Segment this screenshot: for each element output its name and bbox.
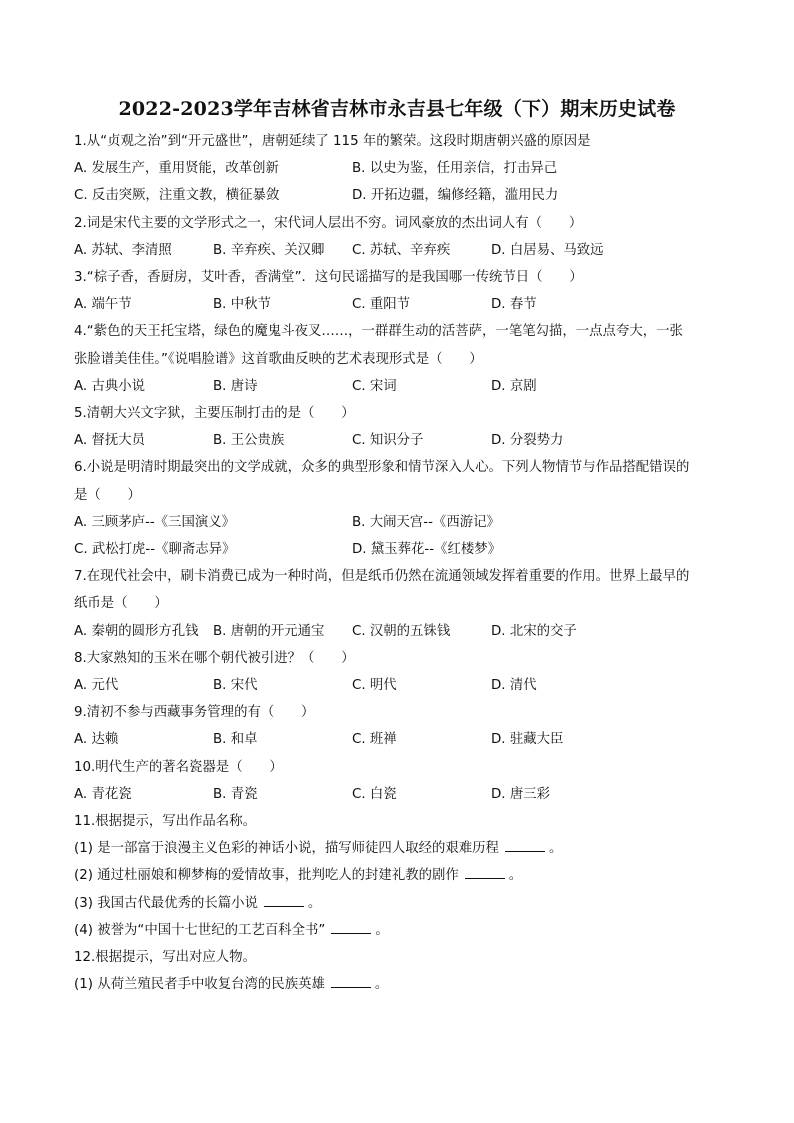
question-12-stem: 12.根据提示，写出对应人物。	[74, 950, 256, 966]
question-11-item-4-text: (4) 被誉为“中国十七世纪的工艺百科全书”	[74, 922, 326, 938]
question-5-option-b: B. 王公贵族	[213, 433, 285, 449]
question-3-option-c: C. 重阳节	[352, 297, 411, 313]
question-8-stem: 8.大家熟知的玉米在哪个朝代被引进？（ ）	[74, 650, 355, 666]
question-2-stem: 2.词是宋代主要的文学形式之一，宋代词人层出不穷。词风豪放的杰出词人有（ ）	[74, 215, 583, 231]
question-6-option-b: B. 大闹天宫--《西游记》	[352, 514, 500, 530]
question-3-stem: 3.“棕子香，香厨房，艾叶香，香满堂”．这句民谣描写的是我国哪一传统节日（ ）	[74, 270, 583, 286]
question-6-option-d: D. 黛玉葬花--《红楼梦》	[352, 542, 502, 558]
question-1-options-row-1	[74, 155, 720, 182]
question-4-stem-line-1: 4.“紫色的天王托宝塔，绿色的魔鬼斗夜叉……，一群群生动的活菩萨，一笔笔勾描，一点点夸大，一张	[74, 324, 683, 340]
question-7-stem-line-1: 7.在现代社会中，刷卡消费已成为一种时尚，但是纸币仍然在流通领域发挥着重要的作用。世界上最早的	[74, 569, 690, 585]
question-4-option-a: A. 古典小说	[74, 378, 145, 394]
answer-blank[interactable]	[264, 894, 304, 907]
question-5-stem: 5.清朝大兴文字狱，主要压制打击的是（ ）	[74, 406, 355, 422]
question-11-item-3-text: (3) 我国古代最优秀的长篇小说	[74, 895, 258, 911]
question-8-option-a: A. 元代	[74, 678, 119, 694]
question-1-stem: 1.从“贞观之治”到“开元盛世”，唐朝延续了 115 年的繁荣。这段时期唐朝兴盛的原因是	[74, 134, 591, 149]
question-10-option-c: C. 白瓷	[352, 786, 397, 802]
question-7-option-a: A. 秦朝的圆形方孔钱	[74, 623, 199, 639]
question-1-option-d: D. 开拓边疆，编修经籍，滥用民力	[352, 188, 559, 204]
question-5-option-c: C. 知识分子	[352, 433, 424, 449]
question-2-option-a: A. 苏轼、李清照	[74, 242, 172, 258]
question-4-option-b: B. 唐诗	[213, 378, 258, 394]
question-11-stem: 11.根据提示，写出作品名称。	[74, 814, 256, 830]
question-1-option-c: C. 反击突厥，注重文教，横征暴敛	[74, 188, 280, 204]
question-5-option-d: D. 分裂势力	[491, 433, 564, 449]
question-1-option-a: A. 发展生产，重用贤能，改革创新	[74, 161, 279, 177]
question-4-stem-line-2: 张脸谱美佳佳。”《说唱脸谱》这首歌曲反映的艺术表现形式是（ ）	[74, 351, 483, 367]
question-9-option-d: D. 驻藏大臣	[491, 732, 564, 748]
question-11-item-4	[74, 917, 720, 944]
question-6-stem-line-2: 是（ ）	[74, 487, 141, 503]
question-8-option-d: D. 清代	[491, 678, 537, 694]
question-2-options	[74, 237, 720, 264]
question-10-options	[74, 781, 720, 808]
question-7-options	[74, 618, 720, 645]
sentence-end: 。	[548, 841, 563, 857]
sentence-end: 。	[375, 922, 389, 938]
question-11-item-1-text: (1) 是一部富于浪漫主义色彩的神话小说，描写师徒四人取经的艰难历程	[74, 841, 499, 857]
question-6-options-row-2	[74, 536, 720, 563]
question-9-option-b: B. 和卓	[213, 732, 258, 748]
question-1-options-row-2	[74, 182, 720, 209]
sentence-end: 。	[508, 868, 523, 884]
question-7-option-d: D. 北宋的交子	[491, 623, 577, 639]
question-9-options	[74, 726, 720, 753]
question-10-option-b: B. 青瓷	[213, 786, 258, 802]
question-8-options	[74, 672, 720, 699]
question-3-option-a: A. 端午节	[74, 297, 132, 313]
question-3-option-d: D. 春节	[491, 297, 537, 313]
question-11-item-2-text: (2) 通过杜丽娘和柳梦梅的爱情故事，批判吃人的封建礼教的剧作	[74, 868, 459, 884]
question-11-item-1	[74, 835, 720, 862]
sentence-end: 。	[374, 977, 389, 993]
question-6-options-row-1	[74, 509, 720, 536]
question-7-option-b: B. 唐朝的开元通宝	[213, 623, 325, 639]
question-5-options	[74, 427, 720, 454]
question-8-option-b: B. 宋代	[213, 678, 258, 694]
question-11-item-2	[74, 862, 720, 889]
question-12-item-1-text: (1) 从荷兰殖民者手中收复台湾的民族英雄	[74, 977, 325, 993]
sentence-end: 。	[307, 895, 322, 911]
question-3-options	[74, 291, 720, 318]
question-6-stem-line-1: 6.小说是明清时期最突出的文学成就，众多的典型形象和情节深入人心。下列人物情节与作品搭配错误的	[74, 460, 690, 476]
question-9-option-a: A. 达赖	[74, 732, 119, 748]
question-1-option-b: B. 以史为鉴，任用亲信，打击异己	[352, 161, 558, 177]
question-4-option-d: D. 京剧	[491, 378, 537, 394]
question-10-option-a: A. 青花瓷	[74, 786, 132, 802]
question-6-option-c: C. 武松打虎--《聊斋志异》	[74, 542, 236, 558]
answer-blank[interactable]	[505, 839, 545, 852]
question-3-option-b: B. 中秋节	[213, 297, 271, 313]
question-9-option-c: C. 班禅	[352, 732, 397, 748]
question-2-option-d: D. 白居易、马致远	[491, 242, 604, 258]
question-2-option-b: B. 辛弃疾、关汉卿	[213, 242, 325, 258]
question-12-item-1	[74, 971, 720, 998]
question-5-option-a: A. 督抚大员	[74, 433, 145, 449]
answer-blank[interactable]	[331, 921, 371, 934]
question-10-stem: 10.明代生产的著名瓷器是（ ）	[74, 759, 283, 775]
question-9-stem: 9.清初不参与西藏事务管理的有（ ）	[74, 705, 315, 721]
question-4-option-c: C. 宋词	[352, 378, 397, 394]
question-11-item-3	[74, 890, 720, 917]
question-4-options	[74, 373, 720, 400]
question-6-option-a: A. 三顾茅庐--《三国演义》	[74, 514, 236, 530]
question-7-stem-line-2: 纸币是（ ）	[74, 596, 168, 612]
answer-blank[interactable]	[465, 866, 505, 879]
question-10-option-d: D. 唐三彩	[491, 786, 550, 802]
exam-title: 2022-2023学年吉林省吉林市永吉县七年级（下）期末历史试卷	[118, 98, 676, 120]
question-7-option-c: C. 汉朝的五铢钱	[352, 623, 451, 639]
question-2-option-c: C. 苏轼、辛弃疾	[352, 242, 451, 258]
answer-blank[interactable]	[331, 975, 371, 988]
question-8-option-c: C. 明代	[352, 678, 397, 694]
